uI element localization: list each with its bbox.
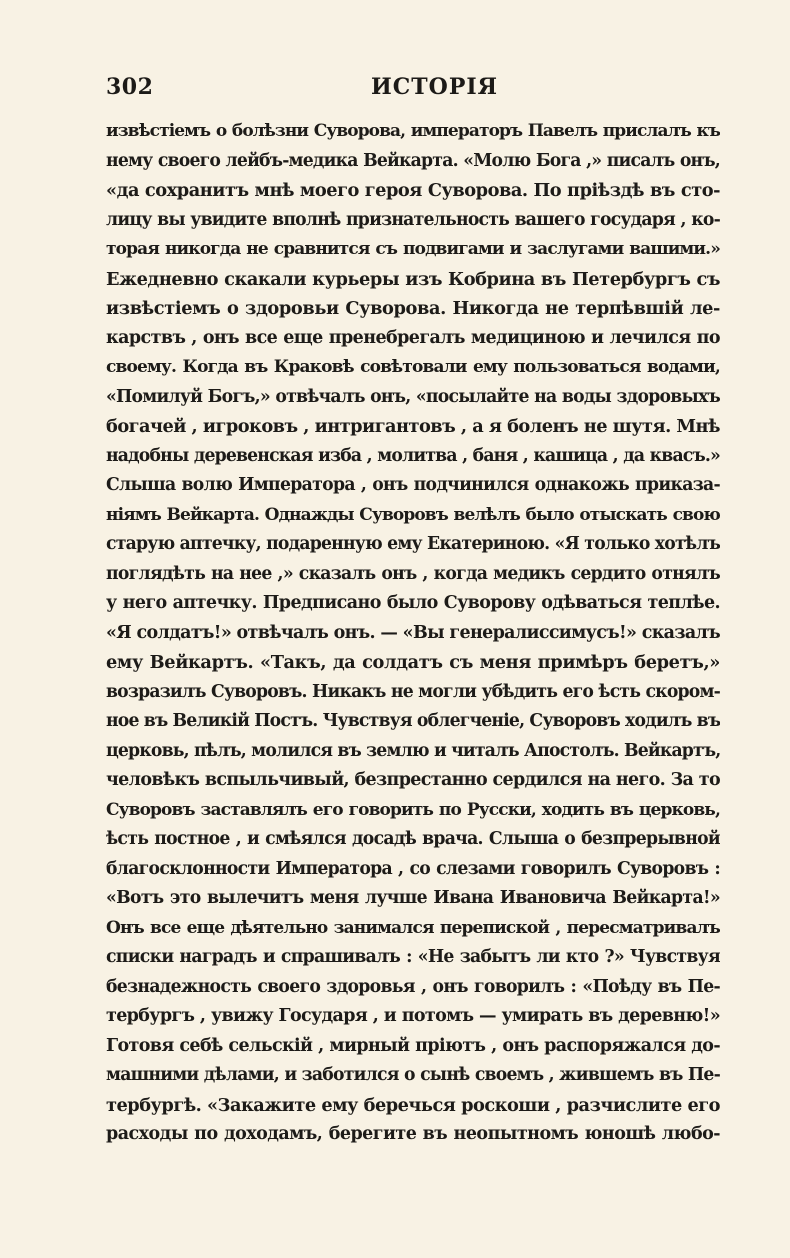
text-line: Суворовъ заставлялъ его говорить по Русски, ходить въ церковь,: [106, 799, 720, 820]
running-title: ИСТОРІЯ: [371, 74, 499, 100]
text-line: карствъ , онъ все еще пренебрегалъ медициною и лечился по: [106, 327, 720, 348]
text-line: нему своего лейбъ-медика Вейкарта. «Молю Бога ,» писалъ онъ,: [106, 150, 720, 171]
text-line: торая никогда не сравнится съ подвигами и заслугами вашими.»: [106, 239, 720, 259]
text-line: ное въ Великій Постъ. Чувствуя облегченіе, Суворовъ ходилъ въ: [106, 711, 720, 731]
text-line: церковь, пѣлъ, молился въ землю и читалъ Апостолъ. Вейкартъ,: [106, 740, 720, 761]
text-line: у него аптечку. Предписано было Суворову одѣваться теплѣе.: [106, 593, 720, 613]
text-line: расходы по доходамъ, берегите въ неопытномъ юношѣ любо-: [106, 1124, 720, 1144]
text-line: возразилъ Суворовъ. Никакъ не могли убѣдить его ѣсть скором-: [106, 681, 720, 702]
text-line: своему. Когда въ Краковѣ совѣтовали ему пользоваться водами,: [106, 357, 720, 377]
text-line: извѣстіемъ о болѣзни Суворова, императоръ Павелъ прислалъ къ: [106, 121, 720, 141]
text-line: ему Вейкартъ. «Такъ, да солдатъ съ меня примѣръ беретъ,»: [106, 652, 720, 673]
text-line: благосклонности Императора , со слезами говорилъ Суворовъ :: [106, 858, 720, 879]
text-line: списки наградъ и спрашивалъ : «Не забытъ ли кто ?» Чувствуя: [106, 947, 720, 967]
text-line: богачей , игроковъ , интригантовъ , а я боленъ не шутя. Мнѣ: [106, 416, 720, 437]
text-line: лицу вы увидите вполнѣ признательность вашего государя , ко-: [106, 209, 720, 230]
text-line: человѣкъ вспыльчивый, безпрестанно сердился на него. За то: [106, 770, 720, 790]
text-line: ѣсть постное , и смѣялся досадѣ врача. Слыша о безпрерывной: [106, 829, 720, 849]
text-line: старую аптечку, подаренную ему Екатериною. «Я только хотѣлъ: [106, 534, 720, 554]
body-text: [106, 117, 720, 1150]
text-line: Онъ все еще дѣятельно занимался перепиской , пересматривалъ: [106, 917, 720, 938]
text-line: поглядѣть на нее ,» сказалъ онъ , когда медикъ сердито отнялъ: [106, 563, 720, 584]
page-number: 302: [106, 74, 154, 100]
text-line: «Вотъ это вылечитъ меня лучше Ивана Ивановича Вейкарта!»: [106, 888, 720, 908]
text-line: Ежедневно скакали курьеры изъ Кобрина въ Петербургъ съ: [106, 268, 720, 290]
text-line: «Помилуй Богъ,» отвѣчалъ онъ, «посылайте на воды здоровыхъ: [106, 386, 720, 407]
page-header: [106, 74, 698, 104]
text-line: тербургъ , увижу Государя , и потомъ — умирать въ деревню!»: [106, 1006, 720, 1026]
text-line: тербургѣ. «Закажите ему беречься роскоши , разчислите его: [106, 1094, 720, 1116]
text-line: надобны деревенская изба , молитва , баня , кашица , да квасъ.»: [106, 445, 720, 466]
text-line: безнадежность своего здоровья , онъ говорилъ : «Поѣду въ Пе-: [106, 976, 720, 997]
text-line: извѣстіемъ о здоровьи Суворова. Никогда не терпѣвшій ле-: [106, 298, 720, 319]
text-line: ніямъ Вейкарта. Однажды Суворовъ велѣлъ было отыскать свою: [106, 504, 720, 525]
text-line: Слыша волю Императора , онъ подчинился однакожь приказа-: [106, 475, 720, 495]
text-line: «Я солдатъ!» отвѣчалъ онъ. — «Вы генералиссимусъ!» сказалъ: [106, 622, 720, 643]
text-line: машними дѣлами, и заботился о сынѣ своемъ , жившемъ въ Пе-: [106, 1065, 720, 1085]
text-line: «да сохранитъ мнѣ моего героя Суворова. По пріѣздѣ въ сто-: [106, 180, 720, 201]
text-line: Готовя себѣ сельскій , мирный пріютъ , онъ распоряжался до-: [106, 1035, 720, 1056]
